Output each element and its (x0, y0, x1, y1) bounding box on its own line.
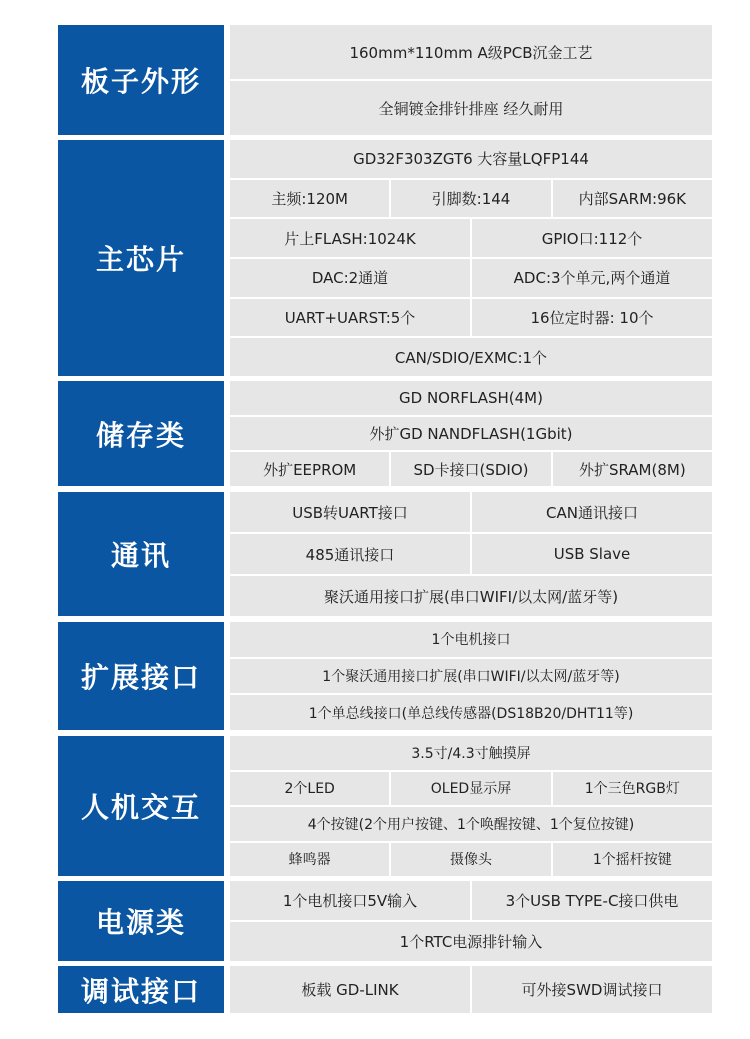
spec-row (230, 659, 712, 696)
group-content (230, 881, 712, 961)
spec-row (230, 966, 712, 1013)
spec-row (230, 807, 712, 843)
spec-row (230, 534, 712, 576)
spec-row (230, 338, 712, 376)
spec-row (230, 81, 712, 135)
spec-cell: 外扩EEPROM (230, 452, 391, 486)
spec-row (230, 736, 712, 772)
group-content (230, 140, 712, 376)
spec-row (230, 180, 712, 220)
spec-row (230, 843, 712, 877)
spec-row (230, 576, 712, 616)
group-debug-interface (58, 966, 712, 1013)
spec-cell: 16位定时器: 10个 (472, 299, 712, 337)
spec-row (230, 452, 712, 486)
spec-cell: 外扩GD NANDFLASH(1Gbit) (230, 417, 712, 451)
spec-cell: UART+UARST:5个 (230, 299, 472, 337)
spec-row (230, 622, 712, 659)
group-label: 调试接口 (58, 966, 224, 1013)
spec-cell: CAN/SDIO/EXMC:1个 (230, 338, 712, 376)
spec-row (230, 140, 712, 180)
spec-cell: 引脚数:144 (391, 180, 552, 218)
spec-row (230, 922, 712, 961)
group-board-shape (58, 25, 712, 135)
group-label: 主芯片 (58, 140, 224, 376)
spec-row (230, 772, 712, 808)
spec-cell: OLED显示屏 (391, 772, 552, 806)
spec-row (230, 259, 712, 299)
spec-cell: 片上FLASH:1024K (230, 219, 472, 257)
spec-cell: ADC:3个单元,两个通道 (472, 259, 712, 297)
group-label: 板子外形 (58, 25, 224, 135)
spec-cell: 蜂鸣器 (230, 843, 391, 877)
spec-cell: 3.5寸/4.3寸触摸屏 (230, 736, 712, 770)
spec-row (230, 25, 712, 81)
spec-cell: 可外接SWD调试接口 (472, 966, 712, 1013)
spec-cell: GD NORFLASH(4M) (230, 381, 712, 415)
spec-row (230, 492, 712, 534)
group-content (230, 492, 712, 616)
spec-row (230, 881, 712, 922)
spec-row (230, 219, 712, 259)
group-content (230, 966, 712, 1013)
spec-cell: USB转UART接口 (230, 492, 472, 532)
group-label: 扩展接口 (58, 622, 224, 730)
spec-cell: 1个聚沃通用接口扩展(串口WIFI/以太网/蓝牙等) (230, 659, 712, 694)
spec-cell: 485通讯接口 (230, 534, 472, 574)
spec-cell: 1个三色RGB灯 (553, 772, 712, 806)
spec-cell: 板载 GD-LINK (230, 966, 472, 1013)
spec-cell: 1个电机接口 (230, 622, 712, 657)
group-content (230, 736, 712, 876)
group-content (230, 381, 712, 486)
spec-cell: SD卡接口(SDIO) (391, 452, 552, 486)
group-expansion-interface (58, 622, 712, 730)
spec-row (230, 417, 712, 453)
group-label: 人机交互 (58, 736, 224, 876)
spec-cell: GPIO口:112个 (472, 219, 712, 257)
spec-cell: 内部SARM:96K (553, 180, 712, 218)
spec-cell: 2个LED (230, 772, 391, 806)
spec-cell: 3个USB TYPE-C接口供电 (472, 881, 712, 920)
spec-cell: 外扩SRAM(8M) (553, 452, 712, 486)
group-main-chip (58, 140, 712, 376)
spec-cell: 主频:120M (230, 180, 391, 218)
group-content (230, 622, 712, 730)
spec-cell: 摄像头 (391, 843, 552, 877)
group-content (230, 25, 712, 135)
spec-cell: 全铜镀金排针排座 经久耐用 (230, 81, 712, 135)
spec-cell: GD32F303ZGT6 大容量LQFP144 (230, 140, 712, 178)
spec-cell: 160mm*110mm A级PCB沉金工艺 (230, 25, 712, 79)
spec-cell: DAC:2通道 (230, 259, 472, 297)
spec-cell: 聚沃通用接口扩展(串口WIFI/以太网/蓝牙等) (230, 576, 712, 616)
spec-cell: 1个电机接口5V输入 (230, 881, 472, 920)
spec-row (230, 695, 712, 730)
spec-row (230, 299, 712, 339)
spec-cell: USB Slave (472, 534, 712, 574)
group-label: 电源类 (58, 881, 224, 961)
group-storage (58, 381, 712, 486)
spec-cell: 1个RTC电源排针输入 (230, 922, 712, 961)
spec-cell: 1个单总线接口(单总线传感器(DS18B20/DHT11等) (230, 695, 712, 730)
group-power (58, 881, 712, 961)
group-hmi (58, 736, 712, 876)
group-label: 储存类 (58, 381, 224, 486)
spec-cell: 1个摇杆按键 (553, 843, 712, 877)
spec-cell: CAN通讯接口 (472, 492, 712, 532)
spec-row (230, 381, 712, 417)
group-communication (58, 492, 712, 616)
group-label: 通讯 (58, 492, 224, 616)
spec-cell: 4个按键(2个用户按键、1个唤醒按键、1个复位按键) (230, 807, 712, 841)
